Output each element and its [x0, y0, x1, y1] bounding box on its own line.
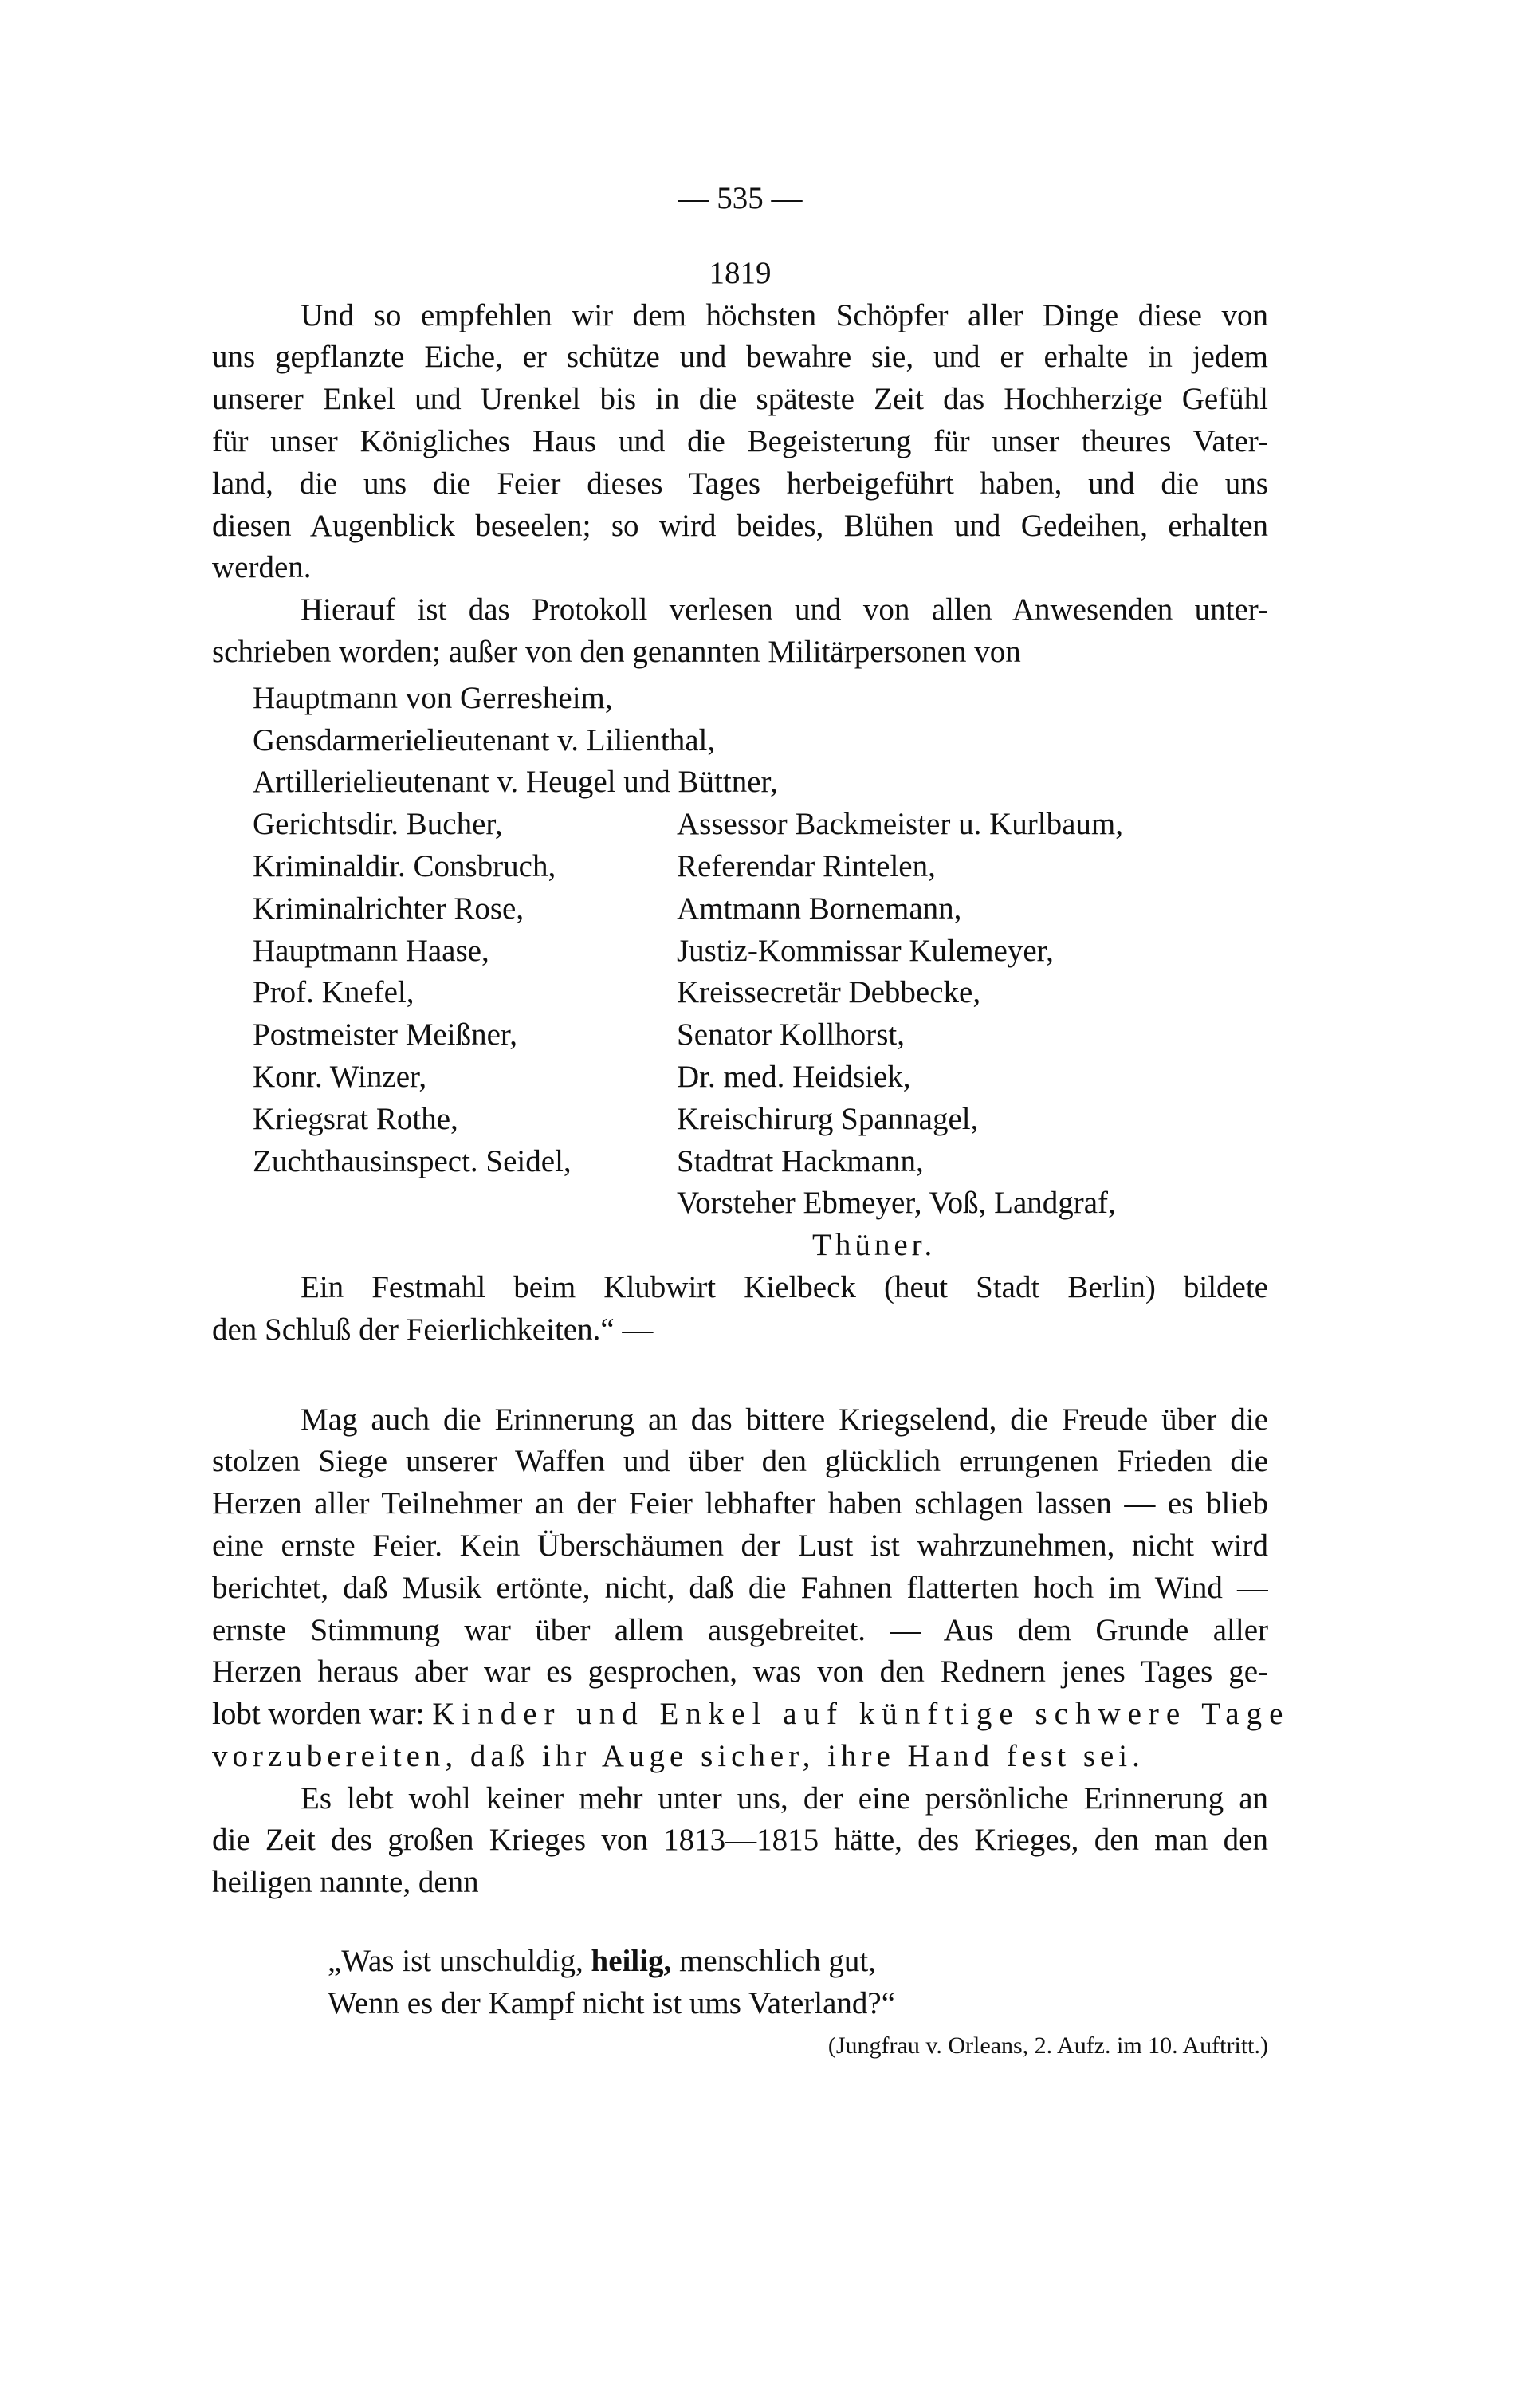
- text-line: heiligen nannte, denn: [212, 1865, 479, 1900]
- signer-row: [253, 1056, 1268, 1099]
- text-line: Und so empfehlen wir dem höchsten Schöpfer aller Dinge diese von: [301, 297, 1268, 332]
- signer: Assessor Backmeister u. Kurlbaum,: [677, 807, 1123, 842]
- signer: Thüner.: [812, 1228, 937, 1263]
- signer: Kreischirurg Spannagel,: [677, 1101, 979, 1136]
- text-line: stolzen Siege unserer Waffen und über den glücklich errungenen Frieden die: [212, 1444, 1268, 1479]
- quote-text: „Was ist unschuldig,: [328, 1944, 591, 1979]
- paragraph-memory: [212, 1778, 1268, 1904]
- signer: Kriegsrat Rothe,: [253, 1101, 458, 1136]
- text-line: den Schluß der Feierlichkeiten.“ —: [212, 1312, 654, 1347]
- quote-citation: (Jungfrau v. Orleans, 2. Aufz. im 10. Auftritt.): [827, 2032, 1268, 2059]
- text-plain: lobt worden war:: [212, 1697, 433, 1732]
- text-line: Mag auch die Erinnerung an das bittere Kriegselend, die Freude über die: [301, 1402, 1268, 1437]
- text-line: unserer Enkel und Urenkel bis in die späteste Zeit das Hochherzige Gefühl: [212, 382, 1268, 417]
- signer-row: [253, 846, 1268, 888]
- signer-row: [253, 1099, 1268, 1141]
- signer: Stadtrat Hackmann,: [677, 1143, 924, 1178]
- text-line: Herzen aller Teilnehmer an der Feier lebhafter haben schlagen lassen — es blieb: [212, 1486, 1268, 1521]
- quote-bold-word: heilig,: [591, 1944, 672, 1979]
- signer: Hauptmann von Gerresheim,: [253, 680, 613, 715]
- signer-row: [253, 930, 1268, 973]
- text-line: berichtet, daß Musik ertönte, nicht, daß die Fahnen flatterten hoch im Wind —: [212, 1570, 1268, 1605]
- paragraph-closing-speech: [212, 295, 1268, 590]
- text-line: Herzen heraus aber war es gesprochen, was von den Rednern jenes Tages ge-: [212, 1654, 1268, 1690]
- signer: Kreissecretär Debbecke,: [677, 975, 981, 1010]
- signer: Dr. med. Heidsiek,: [677, 1059, 911, 1094]
- signer: Postmeister Meißner,: [253, 1017, 518, 1052]
- signer: Vorsteher Ebmeyer, Voß, Landgraf,: [677, 1186, 1116, 1221]
- paragraph-reflection: [212, 1399, 1291, 1778]
- text-line: die Zeit des großen Krieges von 1813—1815 hätte, des Krieges, den man den: [212, 1823, 1268, 1858]
- text-line: ernste Stimmung war über allem ausgebreitet. — Aus dem Grunde aller: [212, 1612, 1268, 1647]
- signer: Referendar Rintelen,: [677, 848, 936, 883]
- signer: Kriminalrichter Rose,: [253, 891, 524, 926]
- text-line: uns gepflanzte Eiche, er schütze und bewahre sie, und er erhalte in jedem: [212, 340, 1268, 375]
- signer-row: [253, 804, 1268, 846]
- signer: [253, 1182, 677, 1225]
- page-number: — 535 —: [678, 181, 803, 215]
- text-line: werden.: [212, 550, 312, 585]
- text-spaced-emphasis: Kinder und Enkel auf künftige schwere Tage: [432, 1697, 1291, 1732]
- signer: Hauptmann Haase,: [253, 933, 489, 968]
- text-line: Ein Festmahl beim Klubwirt Kielbeck (heut Stadt Berlin) bildete: [301, 1269, 1268, 1304]
- quote-text: menschlich gut,: [671, 1944, 876, 1979]
- text-line: land, die uns die Feier dieses Tages herbeigeführt haben, und die uns: [212, 466, 1268, 501]
- signer-row: [253, 1141, 1268, 1183]
- signer: Senator Kollhorst,: [677, 1017, 905, 1052]
- signer-row: [253, 972, 1268, 1014]
- signer: Konr. Winzer,: [253, 1059, 427, 1094]
- signer: Justiz-Kommissar Kulemeyer,: [677, 933, 1054, 968]
- signer: Gensdarmerielieutenant v. Lilienthal,: [253, 722, 716, 757]
- text-line: Hierauf ist das Protokoll verlesen und von allen Anwesenden unter-: [301, 592, 1268, 628]
- text-line: [212, 1694, 1291, 1736]
- quote-line: Wenn es der Kampf nicht ist ums Vaterland?“: [328, 1985, 896, 2020]
- signer-row: [253, 1182, 1268, 1225]
- signer-row: [253, 888, 1268, 930]
- signers-list: [212, 678, 1268, 1267]
- book-page: [212, 178, 1291, 2067]
- text-line: schrieben worden; außer von den genannten Militärpersonen von: [212, 634, 1021, 669]
- signer-row: [253, 1014, 1268, 1056]
- signer: Artillerielieutenant v. Heugel und Büttner,: [253, 765, 778, 800]
- paragraph-banquet: [212, 1267, 1268, 1351]
- signer: Zuchthausinspect. Seidel,: [253, 1143, 572, 1178]
- signer: Kriminaldir. Consbruch,: [253, 848, 556, 883]
- signer: Prof. Knefel,: [253, 975, 414, 1010]
- quote-line: [212, 1941, 1268, 1983]
- signer: Amtmann Bornemann,: [677, 891, 962, 926]
- text-line: diesen Augenblick beseelen; so wird beides, Blühen und Gedeihen, erhalten: [212, 508, 1268, 543]
- poem-quote: [212, 1941, 1268, 2067]
- text-line: eine ernste Feier. Kein Überschäumen der Lust ist wahrzunehmen, nicht wird: [212, 1528, 1268, 1563]
- year-heading: 1819: [709, 255, 772, 290]
- text-spaced-emphasis: vorzubereiten, daß ihr Auge sicher, ihre Hand fest sei.: [212, 1738, 1145, 1773]
- signer: Gerichtsdir. Bucher,: [253, 807, 503, 842]
- text-line: Es lebt wohl keiner mehr unter uns, der eine persönliche Erinnerung an: [301, 1780, 1268, 1816]
- text-line: für unser Königliches Haus und die Begeisterung für unser theures Vater-: [212, 423, 1268, 458]
- paragraph-protocol: [212, 589, 1268, 674]
